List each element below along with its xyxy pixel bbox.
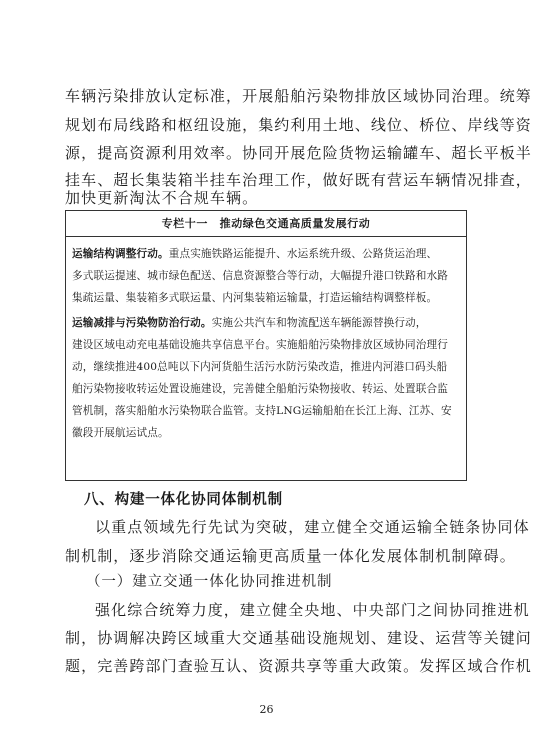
body-text-line: 车辆污染排放认定标准，开展船舶污染物排放区域协同治理。统筹 [65, 87, 532, 105]
box-text-line: 动，继续推进400总吨以下内河货船生活污水防污染改造，推进内河港口码头船 [72, 361, 448, 373]
box-item-heading: 运输结构调整行动。 [72, 248, 169, 260]
box-item-text: 实施公共汽车和物流配送车辆能源替换行动， [211, 317, 427, 329]
section-heading: 八、构建一体化协同体制机制 [84, 492, 283, 508]
body-text-line: 规划布局线路和枢纽设施，集约利用土地、线位、桥位、岸线等资 [65, 116, 532, 134]
body-text-line: 源，提高资源利用效率。协同开展危险货物运输罐车、超长平板半 [65, 144, 532, 162]
box-text-line [72, 246, 460, 262]
box-title: 专栏十一 推动绿色交通高质量发展行动 [66, 211, 466, 237]
subsection-heading: （一）建立交通一体化协同推进机制 [86, 574, 333, 590]
body-text-line: 以重点领域先行先试为突破，建立健全交通运输全链条协同体 [95, 518, 530, 536]
page-number: 26 [259, 703, 274, 716]
body-text-line: 制，协调解决跨区域重大交通基础设施规划、建设、运营等关键问 [65, 629, 532, 647]
body-text-line: 加快更新淘汰不合规车辆。 [65, 189, 259, 207]
box-text-line: 管机制，落实船舶水污染物联合监管。支持LNG运输船舶在长江上海、江苏、安 [72, 405, 452, 417]
box-item-heading: 运输减排与污染物防治行动。 [72, 317, 212, 329]
box-item-text: 重点实施铁路运能提升、水运系统升级、公路货运治理、 [168, 248, 438, 260]
body-text-line: 制机制，逐步消除交通运输更高质量一体化发展体制机制障碍。 [65, 547, 516, 565]
box-text-line: 建设区域电动充电基础设施共享信息平台。实施船舶污染物排放区域协同治理行 [72, 339, 449, 351]
box-text-line [72, 315, 460, 331]
box-text-line: 舶污染物接收转运处置设施建设，完善健全船舶污染物接收、转运、处置联合监 [72, 383, 449, 395]
box-text-line: 徽段开展航运试点。 [72, 427, 169, 439]
box-text-line: 集疏运量、集装箱多式联运量、内河集装箱运输量，打造运输结构调整样板。 [72, 292, 438, 304]
column-box [65, 210, 467, 481]
body-text-line: 挂车、超长集装箱半挂车治理工作，做好既有营运车辆情况排查， [65, 171, 532, 189]
body-text-line: 题，完善跨部门查验互认、资源共享等重大政策。发挥区域合作机 [65, 657, 532, 675]
body-text-line: 强化综合统筹力度，建立健全央地、中央部门之间协同推进机 [95, 601, 530, 619]
box-text-line: 多式联运提速、城市绿色配送、信息资源整合等行动，大幅提升港口铁路和水路 [72, 270, 449, 282]
